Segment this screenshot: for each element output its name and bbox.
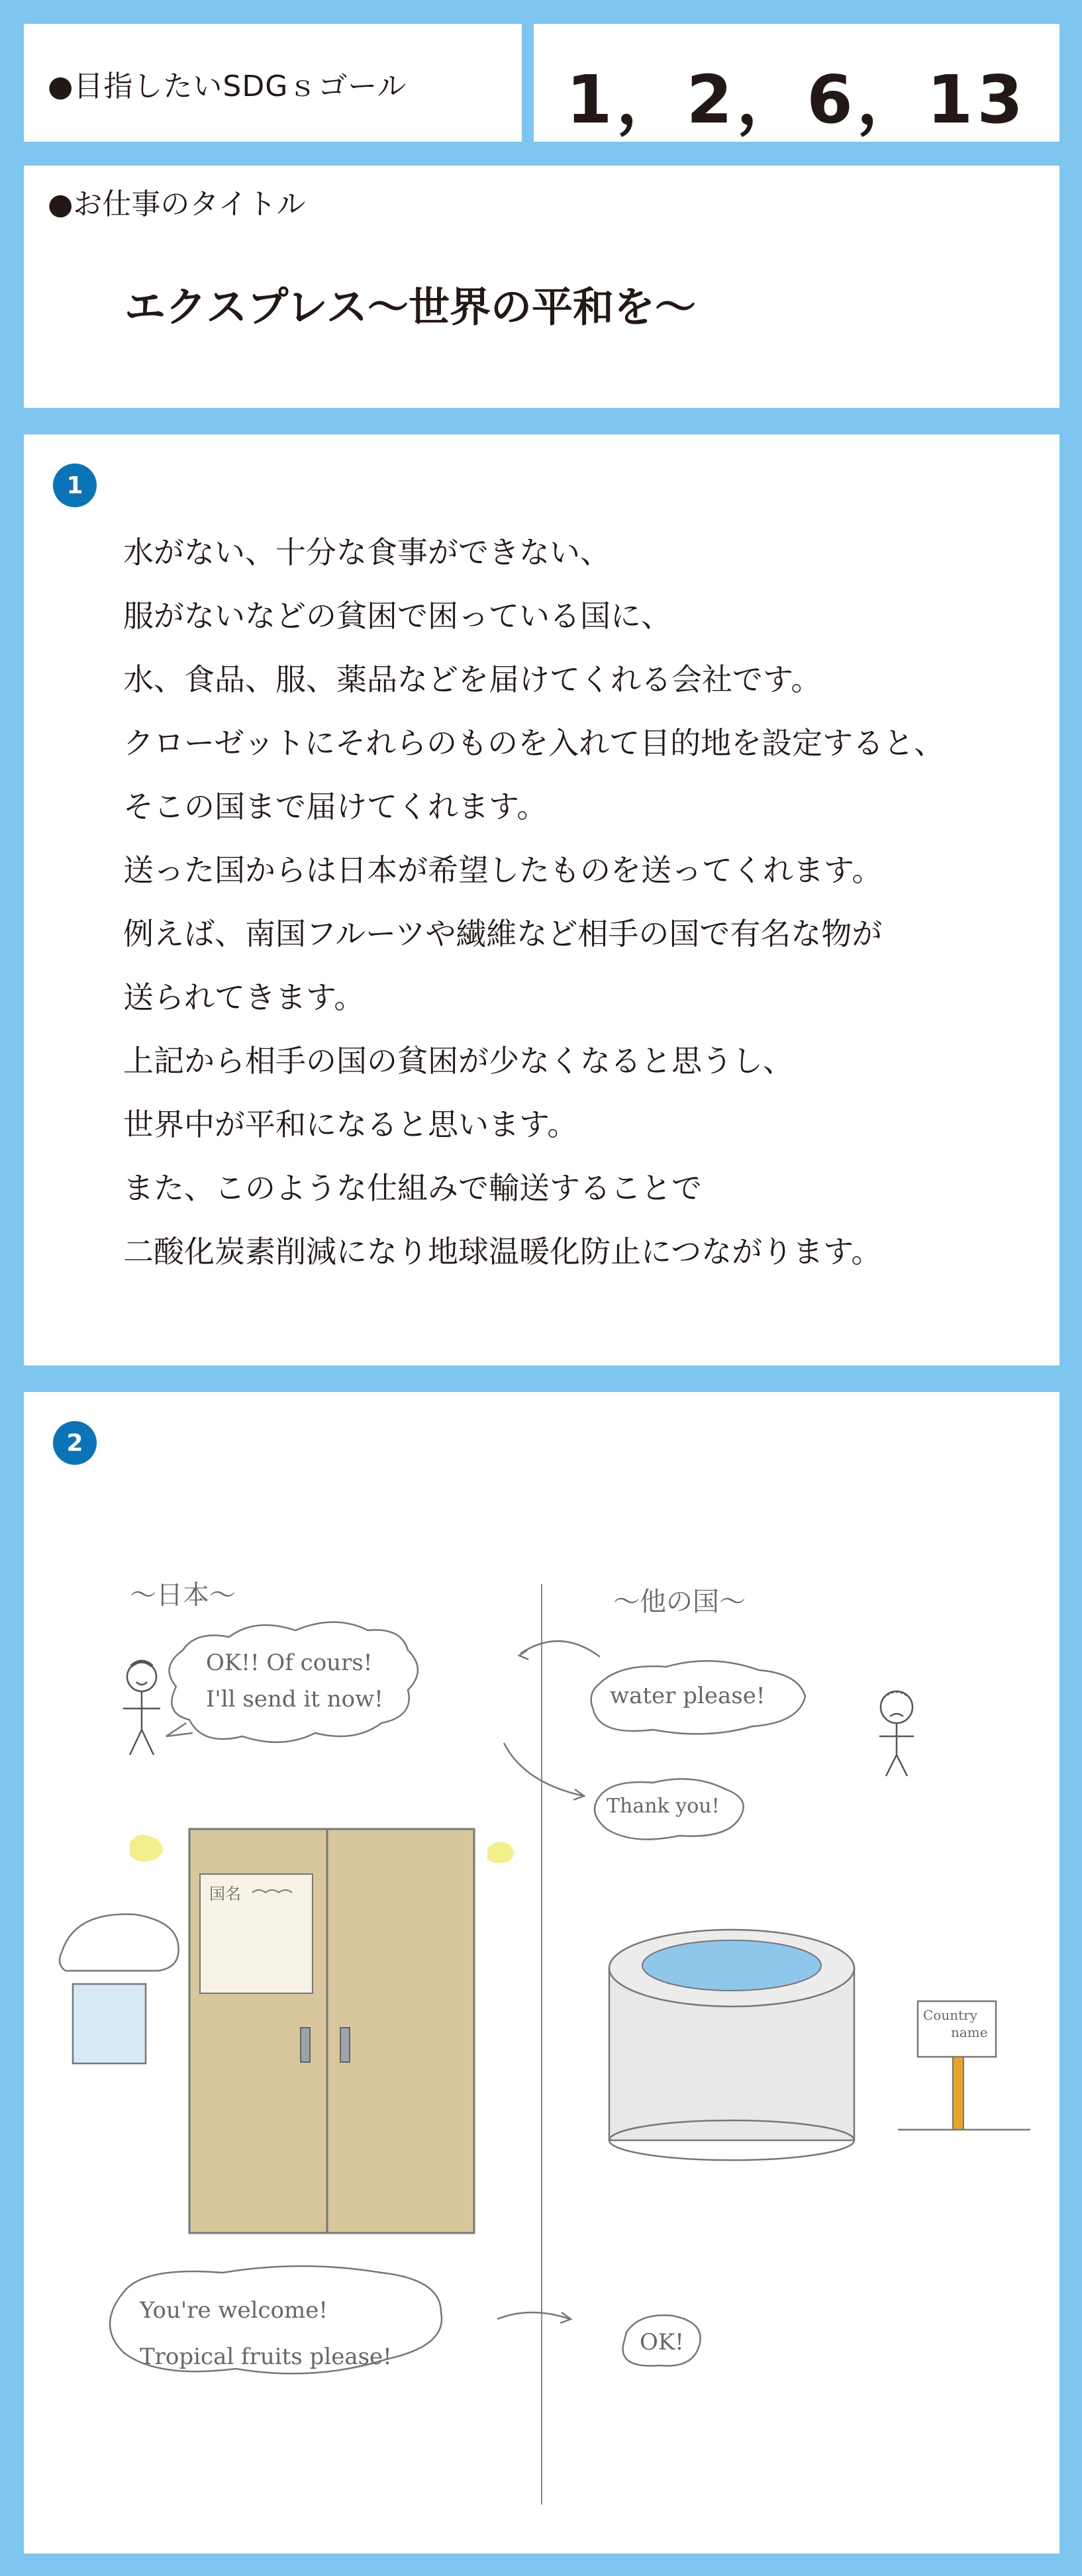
sign-country-text: Country [923, 2007, 978, 2023]
sdg-goal-label: ●目指したいSDGｓゴール [48, 70, 407, 103]
water-well-drawing [609, 1930, 854, 2160]
arrow-welcome [497, 2312, 570, 2319]
bubble-welcome-line2: Tropical fruits please! [140, 2344, 392, 2370]
japan-person-figure [123, 1661, 160, 1755]
japan-label: 〜日本〜 [130, 1580, 236, 1610]
description-text [123, 520, 944, 1283]
section-number-badge: 1 [53, 464, 97, 507]
sparkle-left [130, 1835, 163, 1861]
other-country-person-figure [879, 1691, 914, 1776]
sparkle-right [487, 1842, 514, 1863]
closet-door-drawing [189, 1829, 474, 2233]
arrow-thanks [504, 1743, 583, 1796]
water-container-drawing [60, 1914, 179, 2063]
section-number-badge: 2 [53, 1421, 97, 1465]
description-line: 世界中が平和になると思います。 [123, 1107, 578, 1142]
bubble-water-text: water please! [610, 1683, 765, 1709]
speech-bubble-welcome [110, 2266, 442, 2373]
bubble-welcome-line1: You're welcome! [140, 2297, 328, 2324]
description-panel [24, 434, 1059, 1365]
description-line: また、このような仕組みで輸送することで [123, 1170, 702, 1206]
country-name-signpost [898, 2001, 1030, 2130]
job-title: エクスプレス〜世界の平和を〜 [124, 283, 697, 331]
door-country-sign: 国名 [209, 1885, 241, 1903]
description-line: 上記から相手の国の貧困が少なくなると思うし、 [123, 1043, 793, 1079]
other-country-label: 〜他の国〜 [613, 1587, 746, 1617]
speech-bubble-thanks [595, 1779, 744, 1839]
bubble-thanks-text: Thank you! [607, 1795, 720, 1818]
description-line: 水、食品、服、薬品などを届けてくれる会社です。 [123, 662, 822, 697]
description-line: クローゼットにそれらのものを入れて目的地を設定すると、 [123, 725, 945, 761]
speech-bubble-ok [166, 1622, 418, 1742]
arrow-reply [520, 1641, 600, 1657]
description-line: 例えば、南国フルーツや繊維など相手の国で有名な物が [123, 916, 883, 952]
sdg-goal-numbers: 1，2，6，13 [566, 61, 1027, 138]
bubble-ok-line1: OK!! Of cours! [206, 1650, 373, 1676]
description-line: 二酸化炭素削減になり地球温暖化防止につながります。 [123, 1234, 882, 1269]
bubble-ok-line2: I'll send it now! [206, 1686, 383, 1712]
sdg-goal-label-panel [24, 24, 522, 142]
description-line: 送った国からは日本が希望したものを送ってくれます。 [123, 852, 883, 888]
arrow-head [519, 1650, 528, 1660]
illustration-panel [24, 1392, 1059, 2553]
sign-name-text: name [951, 2024, 988, 2040]
description-line: 水がない、十分な食事ができない、 [123, 534, 611, 570]
sdg-goal-value-panel [534, 24, 1059, 142]
hand-drawn-illustration [24, 1392, 1059, 2553]
description-line: 服がないなどの貧困で困っている国に、 [123, 598, 671, 634]
description-line: そこの国まで届けてくれます。 [123, 789, 548, 824]
job-title-label: ●お仕事のタイトル [48, 187, 306, 221]
job-title-panel [24, 166, 1059, 408]
speech-bubble-water [591, 1661, 805, 1734]
description-line: 送られてきます。 [123, 979, 365, 1015]
speech-bubble-ok-small [623, 2315, 701, 2365]
bubble-ok-small-text: OK! [640, 2329, 684, 2355]
